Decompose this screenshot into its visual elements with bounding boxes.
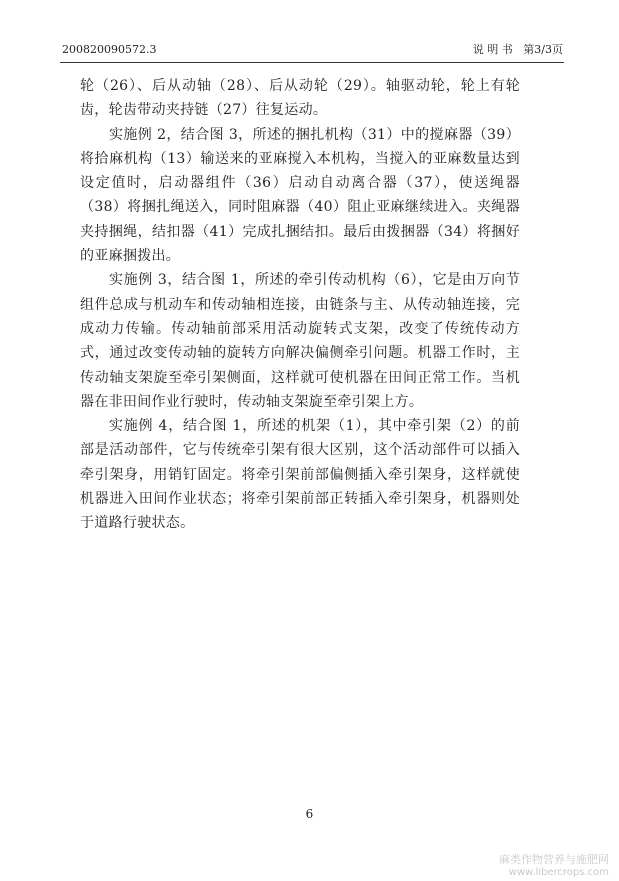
header-divider: [60, 62, 564, 63]
watermark-site-name: 麻类作物营养与施肥网: [499, 853, 609, 866]
watermark: [499, 853, 609, 879]
watermark-url: www.libercrops.com: [508, 867, 609, 878]
page-number: 6: [305, 807, 314, 821]
paragraph-embodiment-2: 实施例 2，结合图 3，所述的捆扎机构（31）中的搅麻器（39）将拾麻机构（13）输送来的亚麻搅入本机构，当搅入的亚麻数量达到设定值时，启动器组件（36）启动自动离合器（37），使送绳器（38）将捆扎绳送入，同时阻麻器（40）阻止亚麻继续进入。夹绳器夹持捆绳，结扣器（41）完成扎捆结扣。最后由拨捆器（34）将捆好的亚麻捆拨出。: [80, 126, 520, 265]
section-title: 说 明 书: [472, 43, 513, 56]
paragraph-1: 轮（26）、后从动轴（28）、后从动轮（29）。轴驱动轮，轮上有轮齿，轮齿带动夹持链（27）往复运动。: [80, 78, 520, 119]
page-info: 第3/3页: [523, 43, 563, 56]
header-section-page: [473, 40, 563, 60]
page-header: [62, 40, 563, 60]
paragraph-embodiment-3: 实施例 3，结合图 1，所述的牵引传动机构（6），它是由万向节组件总成与机动车和传动轴相连接，由链条与主、从传动轴连接，完成动力传输。传动轴前部采用活动旋转式支架，改变了传统传动方式，通过改变传动轴的旋转方向解决偏侧牵引问题。机器工作时，主传动轴支架旋至牵引架侧面，这样就可使机器在田间正常工作。当机器在非田间作业行驶时，传动轴支架旋至牵引架上方。: [80, 272, 520, 410]
document-body: [80, 74, 520, 536]
paragraph-embodiment-4: 实施例 4，结合图 1，所述的机架（1），其中牵引架（2）的前部是活动部件，它与传统牵引架有很大区别，这个活动部件可以插入牵引架身，用销钉固定。将牵引架前部偏侧插入牵引架身，这样就使机器进入田间作业状态；将牵引架前部正转插入牵引架身，机器则处于道路行驶状态。: [80, 418, 520, 532]
document-number: 200820090572.3: [62, 43, 157, 56]
